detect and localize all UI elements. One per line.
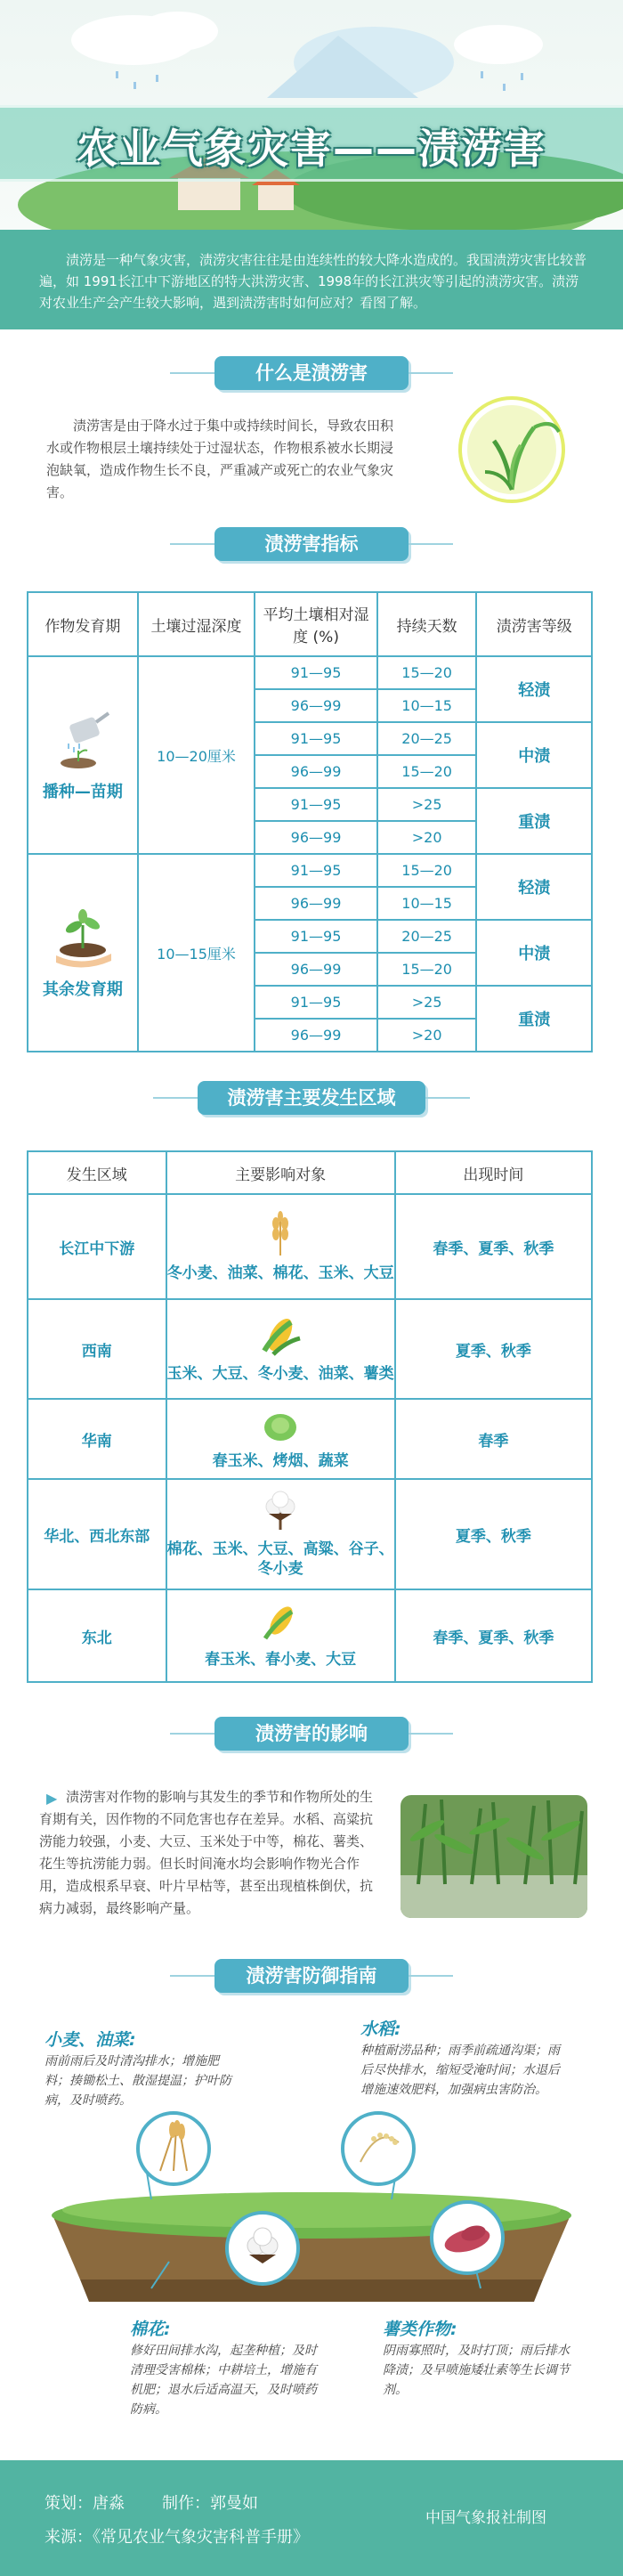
cotton-icon (222, 2208, 303, 2288)
time-cell: 夏季、秋季 (395, 1299, 592, 1399)
guide-title: 水稻: (360, 2019, 401, 2039)
column-header: 发生区域 (28, 1151, 166, 1194)
guide-title: 薯类作物: (383, 2320, 457, 2339)
section-title-index: 渍涝害指标 (214, 527, 409, 561)
corn-icon (258, 1603, 303, 1642)
days-cell: 15—20 (377, 755, 477, 788)
humidity-cell: 96—99 (255, 887, 377, 920)
days-cell: 15—20 (377, 854, 477, 887)
section-title-region: 渍涝害主要发生区域 (198, 1081, 425, 1115)
depth-cell: 10—20厘米 (138, 656, 255, 854)
guide-title: 小麦、油菜: (44, 2030, 136, 2050)
table-row (28, 1399, 592, 1479)
footer-maker: 制作：郭曼如 (162, 2494, 258, 2513)
time-cell: 春季 (395, 1399, 592, 1479)
region-table (27, 1150, 593, 1683)
column-header: 土壤过湿深度 (138, 592, 255, 656)
triangle-bullet-icon: ▶ (46, 1790, 58, 1807)
humidity-cell: 91—95 (255, 854, 377, 887)
region-cell: 东北 (28, 1589, 166, 1682)
humidity-cell: 91—95 (255, 722, 377, 755)
crops-cell (166, 1194, 395, 1299)
guide-text: 种植耐涝品种；雨季前疏通沟渠；雨后尽快排水，缩短受淹时间；水退后增施速效肥料，加强病虫害防治。 (360, 2044, 560, 2097)
column-header: 渍涝害等级 (476, 592, 592, 656)
grade-cell: 轻渍 (476, 854, 592, 920)
table-row (28, 1299, 592, 1399)
days-cell: 20—25 (377, 722, 477, 755)
region-cell: 华北、西北东部 (28, 1479, 166, 1589)
section-title-impact: 渍涝害的影响 (214, 1717, 409, 1751)
crops-text: 冬小麦、油菜、棉花、玉米、大豆 (166, 1264, 394, 1282)
crops-cell (166, 1479, 395, 1589)
humidity-cell: 96—99 (255, 821, 377, 854)
region-cell: 华南 (28, 1399, 166, 1479)
days-cell: 10—15 (377, 887, 477, 920)
column-header: 作物发育期 (28, 592, 138, 656)
humidity-cell: 96—99 (255, 755, 377, 788)
corn-icon (255, 1315, 305, 1356)
rice-icon (338, 2109, 418, 2189)
guide-wheat (44, 2030, 231, 2110)
region-cell: 长江中下游 (28, 1194, 166, 1299)
table-row (28, 1194, 592, 1299)
impact-text: 渍涝害对作物的影响与其发生的季节和作物所处的生育期有关，因作物的不同危害也存在差异。水稻、高粱抗涝能力较强，小麦、大豆、玉米处于中等，棉花、薯类、花生等抗涝能力弱。但长时间淹水均会影响作物光合作用，造成根系早衰、叶片早枯等，甚至出现植株倒伏，抗病力减弱，最终影响产量。 (39, 1789, 374, 1916)
humidity-cell: 91—95 (255, 920, 377, 953)
time-cell: 夏季、秋季 (395, 1479, 592, 1589)
intro-text: 渍涝是一种气象灾害，渍涝灾害往往是由连续性的较大降水造成的。我国渍涝灾害比较普遍，如 1991长江中下游地区的特大洪涝灾害、1998年的长江洪灾等引起的渍涝灾害。渍涝对农业生产会产生较大影响，遇到渍涝害时如何应对？看图了解。 (0, 230, 623, 329)
soil-illustration (18, 2110, 605, 2324)
stage-label: 播种—苗期 (42, 783, 123, 801)
crops-text: 棉花、玉米、大豆、高粱、谷子、冬小麦 (166, 1540, 394, 1578)
footer-planner: 策划：唐淼 (44, 2494, 125, 2513)
column-header: 平均土壤相对湿度 (%) (255, 592, 377, 656)
stage-cell (28, 656, 138, 854)
crops-cell (166, 1589, 395, 1682)
crops-text: 春玉米、春小麦、大豆 (205, 1650, 357, 1669)
grade-cell: 中渍 (476, 722, 592, 788)
section-title-guide: 渍涝害防御指南 (214, 1959, 409, 1993)
time-cell: 春季、夏季、秋季 (395, 1589, 592, 1682)
time-cell: 春季、夏季、秋季 (395, 1194, 592, 1299)
crops-cell (166, 1399, 395, 1479)
guide-text: 雨前雨后及时清沟排水；增施肥料；揍锄松土、散湿提温；护叶防病，及时喷药。 (44, 2054, 231, 2108)
days-cell: >25 (377, 788, 477, 821)
guide-title: 棉花: (130, 2320, 171, 2339)
table-row (28, 1479, 592, 1589)
index-table (27, 591, 593, 1052)
table-row (28, 656, 592, 689)
table-row (28, 1589, 592, 1682)
days-cell: 20—25 (377, 920, 477, 953)
cabbage-icon (261, 1408, 300, 1443)
watering-can-icon (52, 708, 114, 772)
humidity-cell: 91—95 (255, 788, 377, 821)
column-header: 持续天数 (377, 592, 477, 656)
days-cell: 10—15 (377, 689, 477, 722)
depth-cell: 10—15厘米 (138, 854, 255, 1052)
footer-org: 中国气象报社制图 (425, 2509, 546, 2527)
sweet-potato-icon (427, 2198, 507, 2278)
column-header: 主要影响对象 (166, 1151, 395, 1194)
column-header: 出现时间 (395, 1151, 592, 1194)
humidity-cell: 91—95 (255, 986, 377, 1019)
table-header-row (28, 592, 592, 656)
footer-source: 来源：《常见农业气象灾害科普手册》 (44, 2528, 309, 2547)
grass-icon (445, 387, 578, 503)
guide-cotton (130, 2320, 317, 2419)
title-banner (0, 105, 623, 182)
humidity-cell: 91—95 (255, 656, 377, 689)
wheat-icon (134, 2109, 214, 2189)
grade-cell: 轻渍 (476, 656, 592, 722)
page-title: 农业气象灾害——渍涝害 (77, 125, 546, 173)
seedling-hand-icon (49, 906, 117, 970)
days-cell: 15—20 (377, 656, 477, 689)
crops-text: 玉米、大豆、冬小麦、油菜、薯类 (166, 1364, 394, 1383)
humidity-cell: 96—99 (255, 689, 377, 722)
section-title-what: 什么是渍涝害 (214, 356, 409, 390)
days-cell: >25 (377, 986, 477, 1019)
wheat-icon (263, 1211, 298, 1255)
days-cell: >20 (377, 1019, 477, 1052)
stage-label: 其余发育期 (42, 980, 123, 999)
guide-potato (383, 2320, 578, 2400)
humidity-cell: 96—99 (255, 953, 377, 986)
guide-text: 阴雨寡照时，及时打顶；雨后排水降渍；及早喷施矮壮素等生长调节剂。 (383, 2344, 570, 2397)
days-cell: 15—20 (377, 953, 477, 986)
table-header-row (28, 1151, 592, 1194)
days-cell: >20 (377, 821, 477, 854)
table-row (28, 854, 592, 887)
humidity-cell: 96—99 (255, 1019, 377, 1052)
grade-cell: 重渍 (476, 788, 592, 854)
guide-text: 修好田间排水沟，起垄种植；及时清理受害棉株；中耕培土，增施有机肥；退水后适高温天，及时喷药防病。 (130, 2344, 317, 2417)
guide-rice (360, 2019, 565, 2100)
region-cell: 西南 (28, 1299, 166, 1399)
stage-cell (28, 854, 138, 1052)
crops-text: 春玉米、烤烟、蔬菜 (212, 1451, 349, 1470)
hero-banner (0, 0, 623, 230)
flooded-corn-photo (400, 1795, 587, 1918)
crops-cell (166, 1299, 395, 1399)
cotton-icon (258, 1491, 303, 1532)
grade-cell: 重渍 (476, 986, 592, 1052)
grade-cell: 中渍 (476, 920, 592, 986)
what-text: 渍涝害是由于降水过于集中或持续时间长，导致农田积水或作物根层土壤持续处于过湿状态，作物根系被水长期浸泡缺氧，造成作物生长不良，严重减产或死亡的农业气象灾害。 (46, 418, 394, 500)
footer (0, 2460, 623, 2576)
